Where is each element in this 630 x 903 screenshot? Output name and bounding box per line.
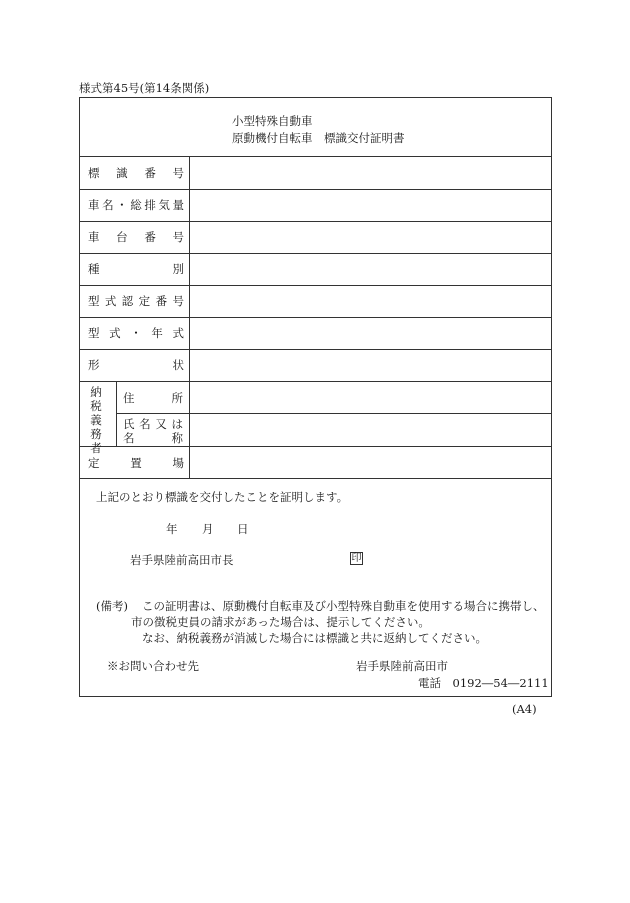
contact-label: ※お問い合わせ先 <box>107 659 199 673</box>
row-divider <box>79 221 552 222</box>
certification-statement: 上記のとおり標識を交付したことを証明します。 <box>96 490 349 504</box>
date-day: 日 <box>237 522 249 536</box>
remarks-line3: なお、納税義務が消滅した場合には標識と共に返納してください。 <box>142 631 487 645</box>
label-name-or-title-line1: 氏 名 又 は <box>123 417 183 431</box>
row-divider <box>79 478 552 479</box>
label-plate-number: 標 識 番 号 <box>88 166 184 180</box>
label-model-certification-number: 型 式 認 定 番 号 <box>88 294 184 308</box>
date-year: 年 <box>166 522 178 536</box>
row-divider <box>79 285 552 286</box>
label-storage-location: 定 置 場 <box>88 456 184 470</box>
row-divider <box>79 381 552 382</box>
label-shape: 形 状 <box>88 358 184 372</box>
row-divider <box>79 317 552 318</box>
row-divider <box>79 349 552 350</box>
date-month: 月 <box>202 522 214 536</box>
label-chassis-number: 車 台 番 号 <box>88 230 184 244</box>
label-address: 住 所 <box>123 391 183 405</box>
form-number-label: 様式第45号(第14条関係) <box>79 81 210 95</box>
certificate-title-line2: 原動機付自転車 標識交付証明書 <box>232 131 405 145</box>
label-model-year: 型 式 ・ 年 式 <box>88 326 184 340</box>
label-type: 種 別 <box>88 262 184 276</box>
label-taxpayer-vertical: 納税義務者 <box>90 385 102 455</box>
label-name-or-title-line2: 名 称 <box>123 431 183 445</box>
contact-organization: 岩手県陸前高田市 <box>356 659 448 673</box>
seal-mark: 印 <box>351 553 362 564</box>
row-divider <box>79 189 552 190</box>
remarks-line1: この証明書は、原動機付自転車及び小型特殊自動車を使用する場合に携帯し、 <box>142 599 545 613</box>
row-divider <box>79 156 552 157</box>
issuer-name: 岩手県陸前高田市長 <box>130 553 234 567</box>
row-divider <box>116 413 552 414</box>
row-divider <box>79 446 552 447</box>
column-divider <box>116 381 117 446</box>
paper-size-label: (A4) <box>512 702 537 716</box>
certificate-title-line1: 小型特殊自動車 <box>232 114 313 128</box>
row-divider <box>79 253 552 254</box>
remarks-label: (備考) <box>96 599 128 613</box>
remarks-line2: 市の徴税吏員の請求があった場合は、提示してください。 <box>131 615 430 629</box>
contact-phone: 電話 0192―54―2111 <box>418 676 549 690</box>
column-divider <box>189 156 190 478</box>
label-vehicle-name-displacement: 車 名 ・ 総 排 気 量 <box>88 198 184 212</box>
